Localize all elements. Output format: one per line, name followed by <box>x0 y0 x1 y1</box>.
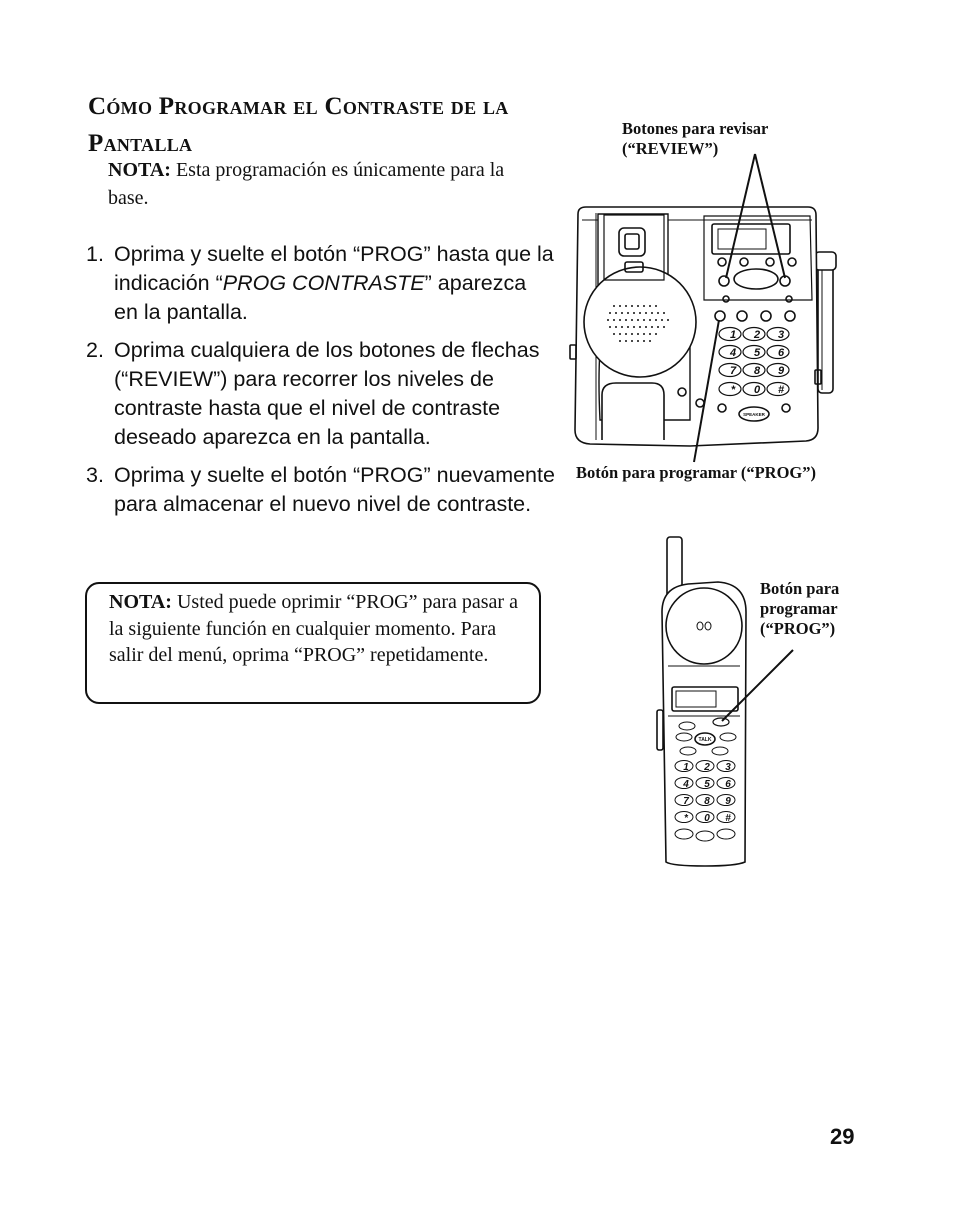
speaker-grille <box>584 267 696 377</box>
handset-key-3: 3 <box>725 762 731 773</box>
note-label: NOTA: <box>109 591 172 613</box>
handset-key-9: 9 <box>725 796 731 807</box>
base-key-7: 7 <box>729 365 737 377</box>
step-text: Oprima y suelte el botón “PROG” nuevamente para almacenar el nuevo nivel de contraste. <box>114 463 555 516</box>
step-number: 3. <box>86 463 104 487</box>
step-text-end: ” aparezca en la pantalla. <box>114 271 527 324</box>
step-text: Oprima cualquiera de los botones de flechas (“REVIEW”) para recorrer los niveles de contraste hasta que el nivel de contraste deseado aparezca en la pantalla. <box>114 338 540 449</box>
step-number: 2. <box>86 338 104 362</box>
handset-key-8: 8 <box>704 796 710 807</box>
handset-key-4: 4 <box>683 779 689 790</box>
base-key-8: 8 <box>753 365 761 377</box>
base-key-1: 1 <box>729 329 737 341</box>
earpiece <box>666 588 742 664</box>
note-label: NOTA: <box>108 159 171 181</box>
handset-key-5: 5 <box>704 779 710 790</box>
review-buttons-label: Botones para revisar (“REVIEW”) <box>622 119 769 158</box>
step-number: 1. <box>86 242 104 266</box>
display-message: PROG CONTRASTE <box>222 271 425 295</box>
page-number: 29 <box>830 1124 855 1149</box>
handset-key-1: 1 <box>683 762 689 773</box>
handset-key-hash: # <box>725 813 731 824</box>
base-key-9: 9 <box>777 365 785 377</box>
section-title: Cómo Programar el Contraste de la Pantalla <box>88 93 509 157</box>
base-key-5: 5 <box>753 347 761 359</box>
base-key-hash: # <box>777 384 785 396</box>
handset-key-6: 6 <box>725 779 731 790</box>
talk-button-label: TALK <box>698 737 712 743</box>
base-key-6: 6 <box>777 347 785 359</box>
handset-key-2: 2 <box>704 762 710 773</box>
base-key-3: 3 <box>777 329 785 341</box>
speaker-button-label: SPEAKER <box>743 412 765 417</box>
step-text: Oprima y suelte el botón “PROG” hasta que la indicación “ <box>114 242 554 295</box>
base-key-2: 2 <box>753 329 761 341</box>
navigation-pad <box>619 228 645 256</box>
prog-button-handset-label: Botón para programar (“PROG”) <box>760 579 840 638</box>
base-key-0: 0 <box>753 384 761 396</box>
note-text: Usted puede oprimir “PROG” para pasar a la siguiente función en cualquier momento. Para salir del menú, oprima “PROG” repetidamente. <box>109 591 518 666</box>
base-key-star: * <box>730 384 736 396</box>
handset-key-7: 7 <box>683 796 689 807</box>
note-text: Esta programación es únicamente para la base. <box>108 159 505 209</box>
base-key-4: 4 <box>729 347 737 359</box>
handset-key-0: 0 <box>704 813 710 824</box>
play-stop-button <box>734 269 778 289</box>
handset-key-star: * <box>684 813 688 824</box>
prog-button-base-label: Botón para programar (“PROG”) <box>576 463 816 482</box>
